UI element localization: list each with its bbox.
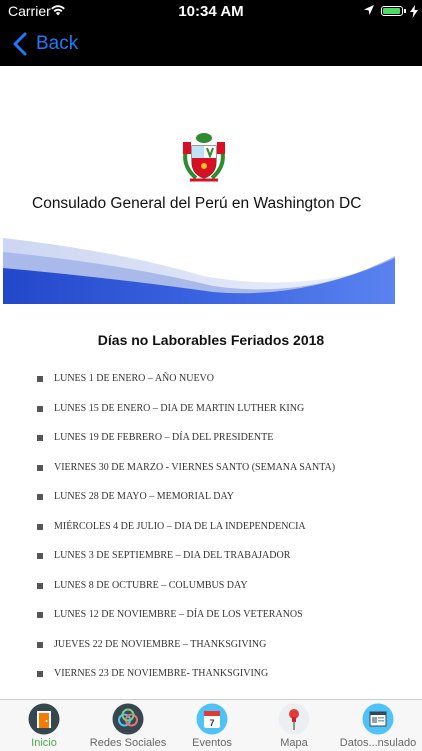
bullet-icon [37,524,43,530]
carrier-label: Carrier [8,3,51,19]
bullet-icon [37,494,43,500]
tab-bar [0,699,422,751]
bullet-icon [37,553,43,559]
tab-label: Redes Sociales [89,737,167,749]
location-arrow-icon [363,4,375,16]
tab-label: Eventos [192,737,232,749]
tab-datos-consulado[interactable] [336,700,420,751]
tab-label: Mapa [280,737,308,749]
list-item: LUNES 28 DE MAYO – MEMORIAL DAY [0,484,422,514]
tab-redes-sociales[interactable] [86,700,170,751]
list-item: LUNES 8 DE OCTUBRE – COLUMBUS DAY [0,573,422,603]
bullet-icon [37,612,43,618]
tab-mapa[interactable] [252,700,336,751]
consulate-title: Consulado General del Perú en Washington DC [32,195,362,212]
list-item: LUNES 19 DE FEBRERO – DÍA DEL PRESIDENTE [0,425,422,455]
tab-label: Inicio [31,737,57,749]
info-window-icon [362,703,394,735]
back-button[interactable] [10,32,78,56]
list-item: VIERNES 23 DE NOVIEMBRE- THANKSGIVING [0,661,422,691]
tab-eventos[interactable] [170,700,254,751]
status-bar [0,0,422,22]
back-label: Back [36,33,79,54]
svg-text:7: 7 [209,718,215,728]
bullet-icon [37,406,43,412]
social-network-icon [112,703,144,735]
blue-wave-banner [3,234,395,304]
clock: 10:34 AM [178,3,244,20]
holiday-list [0,366,422,691]
bullet-icon [37,376,43,382]
top-bar [0,0,422,66]
list-item: JUEVES 22 DE NOVIEMBRE – THANKSGIVING [0,632,422,662]
list-item: LUNES 15 DE ENERO – DIA DE MARTIN LUTHER KING [0,396,422,426]
bullet-icon [37,671,43,677]
charging-bolt-icon [410,5,418,18]
calendar-icon [196,703,228,735]
peru-coat-of-arms-icon [180,132,228,184]
list-item: LUNES 3 DE SEPTIEMBRE – DIA DEL TRABAJADOR [0,543,422,573]
tab-inicio[interactable] [2,700,86,751]
bullet-icon [37,435,43,441]
chevron-left-icon [10,32,32,56]
bullet-icon [37,642,43,648]
list-item: MIÉRCOLES 4 DE JULIO – DIA DE LA INDEPENDENCIA [0,514,422,544]
map-pin-icon [278,703,310,735]
battery-level [383,8,400,14]
list-item: LUNES 1 DE ENERO – AÑO NUEVO [0,366,422,396]
battery-icon [381,6,403,16]
home-door-icon [28,703,60,735]
main-content [0,66,422,702]
bullet-icon [37,465,43,471]
list-item: VIERNES 30 DE MARZO - VIERNES SANTO (SEMANA SANTA) [0,455,422,485]
list-item: LUNES 12 DE NOVIEMBRE – DÍA DE LOS VETERANOS [0,602,422,632]
holidays-section-title: Días no Laborables Feriados 2018 [97,332,325,348]
tab-label: Datos...nsulado [339,737,417,749]
bullet-icon [37,583,43,589]
